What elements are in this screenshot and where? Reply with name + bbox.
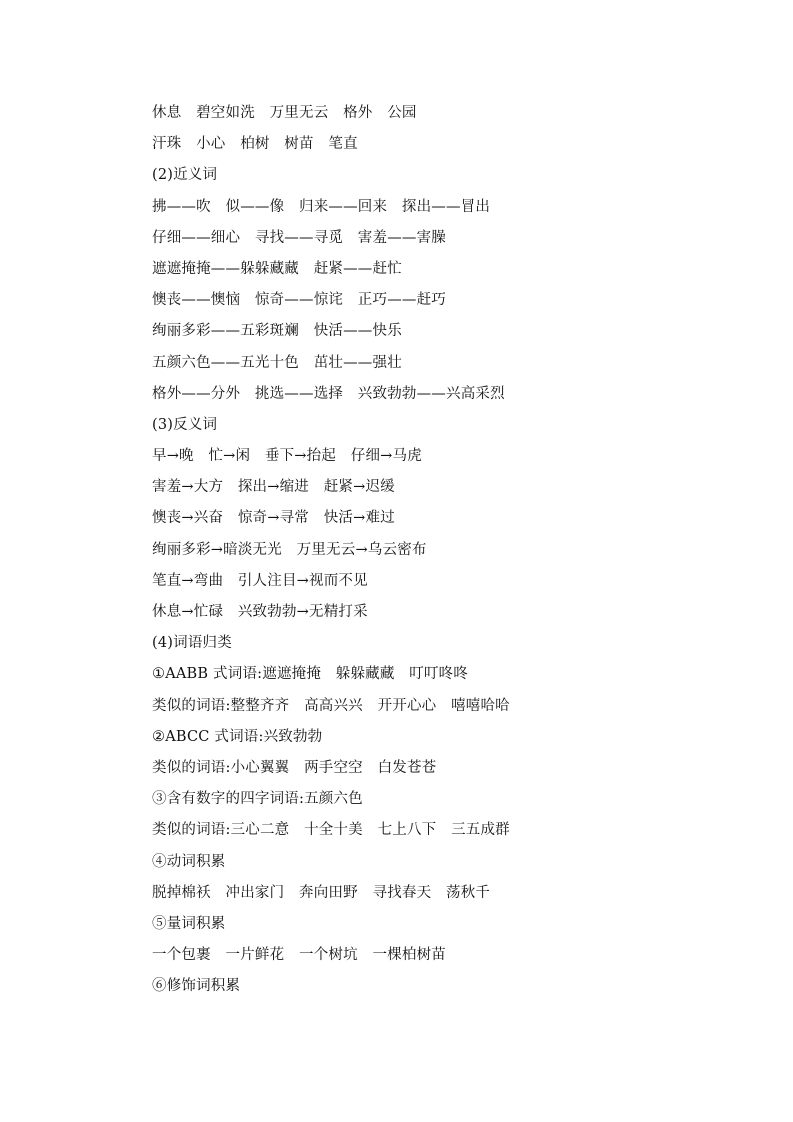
- subheading-measure-words: ⑤量词积累: [152, 915, 226, 932]
- text-line: 拂——吹 似——像 归来——回来 探出——冒出: [152, 198, 491, 215]
- section-heading-word-classification: (4)词语归类: [152, 635, 232, 652]
- text-line: 笔直→弯曲 引人注目→视而不见: [152, 572, 368, 589]
- subheading-modifiers: ⑥修饰词积累: [152, 978, 241, 995]
- text-line: 一个包裹 一片鲜花 一个树坑 一棵柏树苗: [152, 947, 446, 964]
- text-line: ②ABCC 式词语:兴致勃勃: [152, 728, 323, 745]
- text-line: 绚丽多彩——五彩斑斓 快活——快乐: [152, 323, 402, 340]
- text-line: 懊丧→兴奋 惊奇→寻常 快活→难过: [152, 510, 395, 527]
- text-line: 早→晚 忙→闲 垂下→抬起 仔细→马虎: [152, 448, 422, 465]
- text-line: 休息→忙碌 兴致勃勃→无精打采: [152, 604, 368, 620]
- text-line: 遮遮掩掩——躲躲藏藏 赶紧——赶忙: [152, 260, 402, 277]
- text-line: 脱掉棉袄 冲出家门 奔向田野 寻找春天 荡秋千: [152, 884, 491, 901]
- text-line: 汗珠 小心 柏树 树苗 笔直: [152, 136, 358, 153]
- text-line: 仔细——细心 寻找——寻觅 害羞——害臊: [152, 229, 446, 246]
- text-line: 类似的词语:三心二意 十全十美 七上八下 三五成群: [152, 822, 510, 839]
- text-line: 类似的词语:小心翼翼 两手空空 白发苍苍: [152, 759, 437, 776]
- text-line: 绚丽多彩→暗淡无光 万里无云→乌云密布: [152, 541, 427, 558]
- text-line: 懊丧——懊恼 惊奇——惊诧 正巧——赶巧: [152, 292, 446, 309]
- text-line: 类似的词语:整整齐齐 高高兴兴 开开心心 嘻嘻哈哈: [152, 697, 510, 714]
- text-line: 害羞→大方 探出→缩进 赶紧→迟缓: [152, 479, 395, 496]
- vocabulary-notes: [152, 98, 752, 1002]
- subheading-verbs: ④动词积累: [152, 853, 226, 870]
- section-heading-synonyms: (2)近义词: [152, 167, 218, 184]
- text-line: 格外——分外 挑选——选择 兴致勃勃——兴高采烈: [152, 385, 505, 402]
- text-line: ③含有数字的四字词语:五颜六色: [152, 791, 363, 808]
- section-heading-antonyms: (3)反义词: [152, 416, 218, 433]
- text-line: ①AABB 式词语:遮遮掩掩 躲躲藏藏 叮叮咚咚: [152, 666, 469, 683]
- text-line: 休息 碧空如洗 万里无云 格外 公园: [152, 105, 417, 121]
- text-line: 五颜六色——五光十色 茁壮——强壮: [152, 354, 402, 371]
